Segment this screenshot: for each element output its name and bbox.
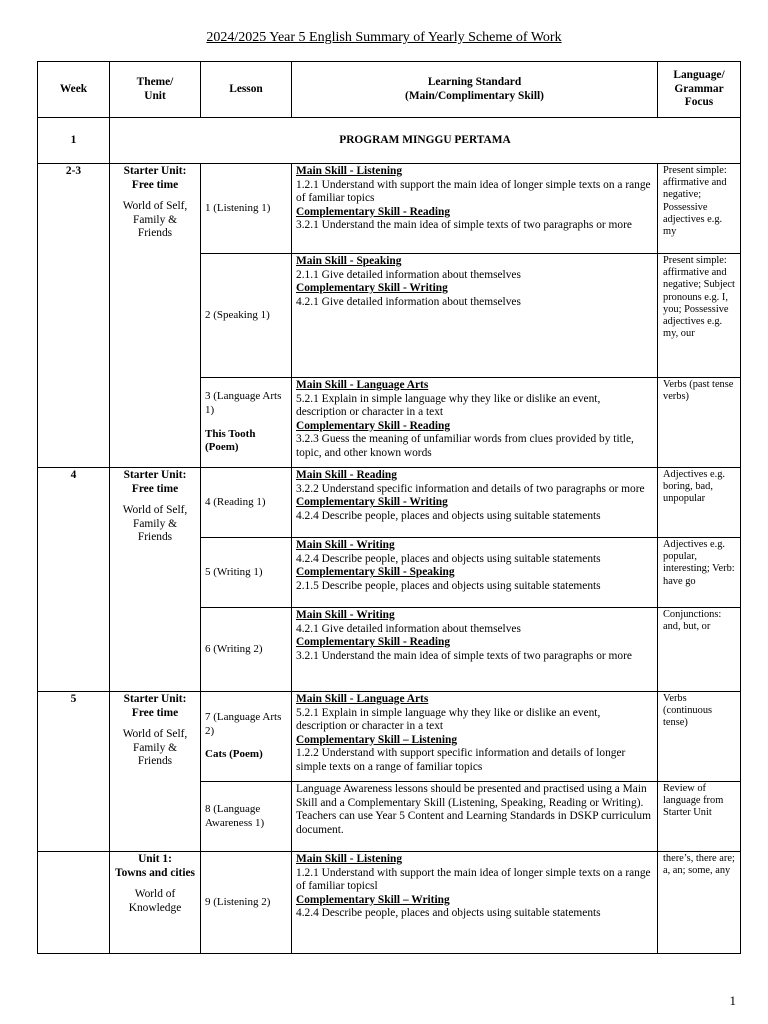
lesson-row (38, 692, 741, 782)
lesson-name: 1 (Listening 1) (205, 201, 271, 214)
week-cell: 2-3 (38, 164, 110, 468)
lesson-cell (201, 692, 292, 782)
standard-text: 4.2.4 Describe people, places and objects using suitable statements (296, 552, 601, 565)
standard-text: 3.2.3 Guess the meaning of unfamiliar words from clues provided by title, topic, and other known words (296, 433, 634, 459)
skill-heading: Main Skill - Writing (296, 609, 395, 621)
standard-text: 1.2.2 Understand with support specific information and details of longer simple texts on a range of familiar topics (296, 747, 626, 773)
grammar-focus-cell: Review of language from Starter Unit (658, 782, 741, 852)
theme-cell (110, 852, 201, 954)
theme-subtitle: World of Self, Family & Friends (122, 200, 188, 240)
learning-standard-cell (292, 852, 658, 954)
week-cell: 4 (38, 468, 110, 692)
lesson-name: 9 (Listening 2) (205, 895, 271, 908)
skill-heading: Complementary Skill – Listening (296, 733, 458, 746)
lesson-name: 5 (Writing 1) (205, 565, 263, 578)
header-grammar-focus: Language/ Grammar Focus (658, 62, 741, 118)
standard-text: 5.2.1 Explain in simple language why they like or dislike an event, description or character in a text (296, 706, 601, 733)
lesson-cell (201, 254, 292, 378)
standard-text: 3.2.1 Understand the main idea of simple texts of two paragraphs or more (296, 649, 632, 662)
skill-heading: Complementary Skill - Writing (296, 282, 448, 295)
header-row (38, 62, 741, 118)
grammar-focus-cell: Conjunctions: and, but, or (658, 608, 741, 692)
week-cell: 1 (38, 118, 110, 164)
skill-heading: Complementary Skill – Writing (296, 893, 450, 906)
lesson-name: 4 (Reading 1) (205, 495, 266, 508)
grammar-focus-cell: Present simple: affirmative and negative; Subject pronouns e.g. I, you; Possessive adjectives e.g. my, our (658, 254, 741, 378)
header-lesson: Lesson (201, 62, 292, 118)
skill-heading: Complementary Skill - Writing (296, 496, 448, 509)
lesson-name: 2 (Speaking 1) (205, 308, 270, 321)
skill-heading: Complementary Skill - Reading (296, 636, 451, 649)
standard-text: 3.2.2 Understand specific information and details of two paragraphs or more (296, 482, 645, 495)
skill-heading: Main Skill - Listening (296, 165, 403, 177)
skill-heading: Main Skill - Language Arts (296, 379, 429, 391)
lesson-text-title: Cats (Poem) (205, 748, 263, 761)
week-cell: 5 (38, 692, 110, 852)
learning-standard-cell (292, 608, 658, 692)
grammar-focus-cell: Present simple: affirmative and negative; Possessive adjectives e.g. my (658, 164, 741, 254)
skill-heading: Main Skill - Speaking (296, 255, 402, 267)
standard-text: 4.2.1 Give detailed information about themselves (296, 295, 521, 308)
lesson-cell (201, 378, 292, 468)
skill-heading: Main Skill - Language Arts (296, 693, 429, 705)
header-week: Week (38, 62, 110, 118)
lesson-row (38, 468, 741, 538)
header-learning-standard: Learning Standard (Main/Complimentary Skill) (292, 62, 658, 118)
scheme-of-work-table (37, 61, 741, 954)
theme-cell (110, 468, 201, 692)
theme-subtitle: World of Self, Family & Friends (122, 728, 188, 768)
grammar-focus-cell: Adjectives e.g. boring, bad, unpopular (658, 468, 741, 538)
header-theme: Theme/ Unit (110, 62, 201, 118)
lesson-name: 6 (Writing 2) (205, 642, 263, 655)
skill-heading: Complementary Skill - Reading (296, 419, 451, 432)
theme-cell (110, 164, 201, 468)
learning-standard-cell (292, 692, 658, 782)
grammar-focus-cell: Verbs (continuous tense) (658, 692, 741, 782)
learning-standard-cell (292, 164, 658, 254)
skill-heading: Complementary Skill - Speaking (296, 566, 455, 579)
learning-standard-cell (292, 378, 658, 468)
lesson-name: 7 (Language Arts 2) (205, 711, 282, 737)
program-banner: PROGRAM MINGGU PERTAMA (110, 118, 741, 164)
skill-heading: Main Skill - Reading (296, 469, 397, 481)
lesson-text-title: This Tooth (Poem) (205, 427, 256, 454)
lesson-cell (201, 538, 292, 608)
grammar-focus-cell: Verbs (past tense verbs) (658, 378, 741, 468)
standard-text: 4.2.4 Describe people, places and objects using suitable statements (296, 509, 601, 522)
skill-heading: Complementary Skill - Reading (296, 205, 451, 218)
standard-text: 1.2.1 Understand with support the main idea of longer simple texts on a range of familiar topicsl (296, 866, 651, 893)
standard-text: 2.1.5 Describe people, places and objects using suitable statements (296, 579, 601, 592)
theme-title: Starter Unit: Free time (123, 469, 187, 495)
learning-standard-cell (292, 538, 658, 608)
learning-standard-cell (292, 254, 658, 378)
skill-heading: Main Skill - Writing (296, 539, 395, 551)
lesson-name: 8 (Language Awareness 1) (205, 802, 265, 829)
lesson-row (38, 164, 741, 254)
theme-title: Starter Unit: Free time (123, 693, 187, 719)
learning-standard-cell (292, 782, 658, 852)
grammar-focus-cell: Adjectives e.g. popular, interesting; Verb: have go (658, 538, 741, 608)
lesson-cell (201, 852, 292, 954)
theme-cell (110, 692, 201, 852)
lesson-cell (201, 608, 292, 692)
standard-text: 4.2.4 Describe people, places and objects using suitable statements (296, 907, 601, 920)
lesson-cell (201, 468, 292, 538)
week-cell (38, 852, 110, 954)
standard-text: 3.2.1 Understand the main idea of simple texts of two paragraphs or more (296, 219, 632, 232)
lesson-name: 3 (Language Arts 1) (205, 390, 282, 416)
page-number: 1 (729, 993, 736, 1008)
standard-text: 4.2.1 Give detailed information about themselves (296, 622, 521, 635)
week1-row (38, 118, 741, 164)
lesson-cell (201, 782, 292, 852)
standard-text: 1.2.1 Understand with support the main idea of longer simple texts on a range of familiar topics (296, 178, 651, 205)
standard-text: 5.2.1 Explain in simple language why they like or dislike an event, description or character in a text (296, 392, 601, 419)
lesson-row (38, 852, 741, 954)
standard-text: Language Awareness lessons should be presented and practised using a Main Skill and a Complementary Skill (Listening, Speaking, Reading or Writing). Teachers can use Year 5 Content and Learning Standards in DSKP curriculum document. (296, 783, 651, 836)
document-title: 2024/2025 Year 5 English Summary of Yearly Scheme of Work (206, 30, 562, 45)
standard-text: 2.1.1 Give detailed information about themselves (296, 268, 521, 281)
grammar-focus-cell: there’s, there are; a, an; some, any (658, 852, 741, 954)
theme-title: Unit 1: Towns and cities (115, 853, 195, 879)
lesson-cell (201, 164, 292, 254)
learning-standard-cell (292, 468, 658, 538)
theme-subtitle: World of Self, Family & Friends (122, 504, 188, 544)
skill-heading: Main Skill - Listening (296, 853, 403, 865)
theme-subtitle: World of Knowledge (128, 888, 182, 914)
theme-title: Starter Unit: Free time (123, 165, 187, 191)
